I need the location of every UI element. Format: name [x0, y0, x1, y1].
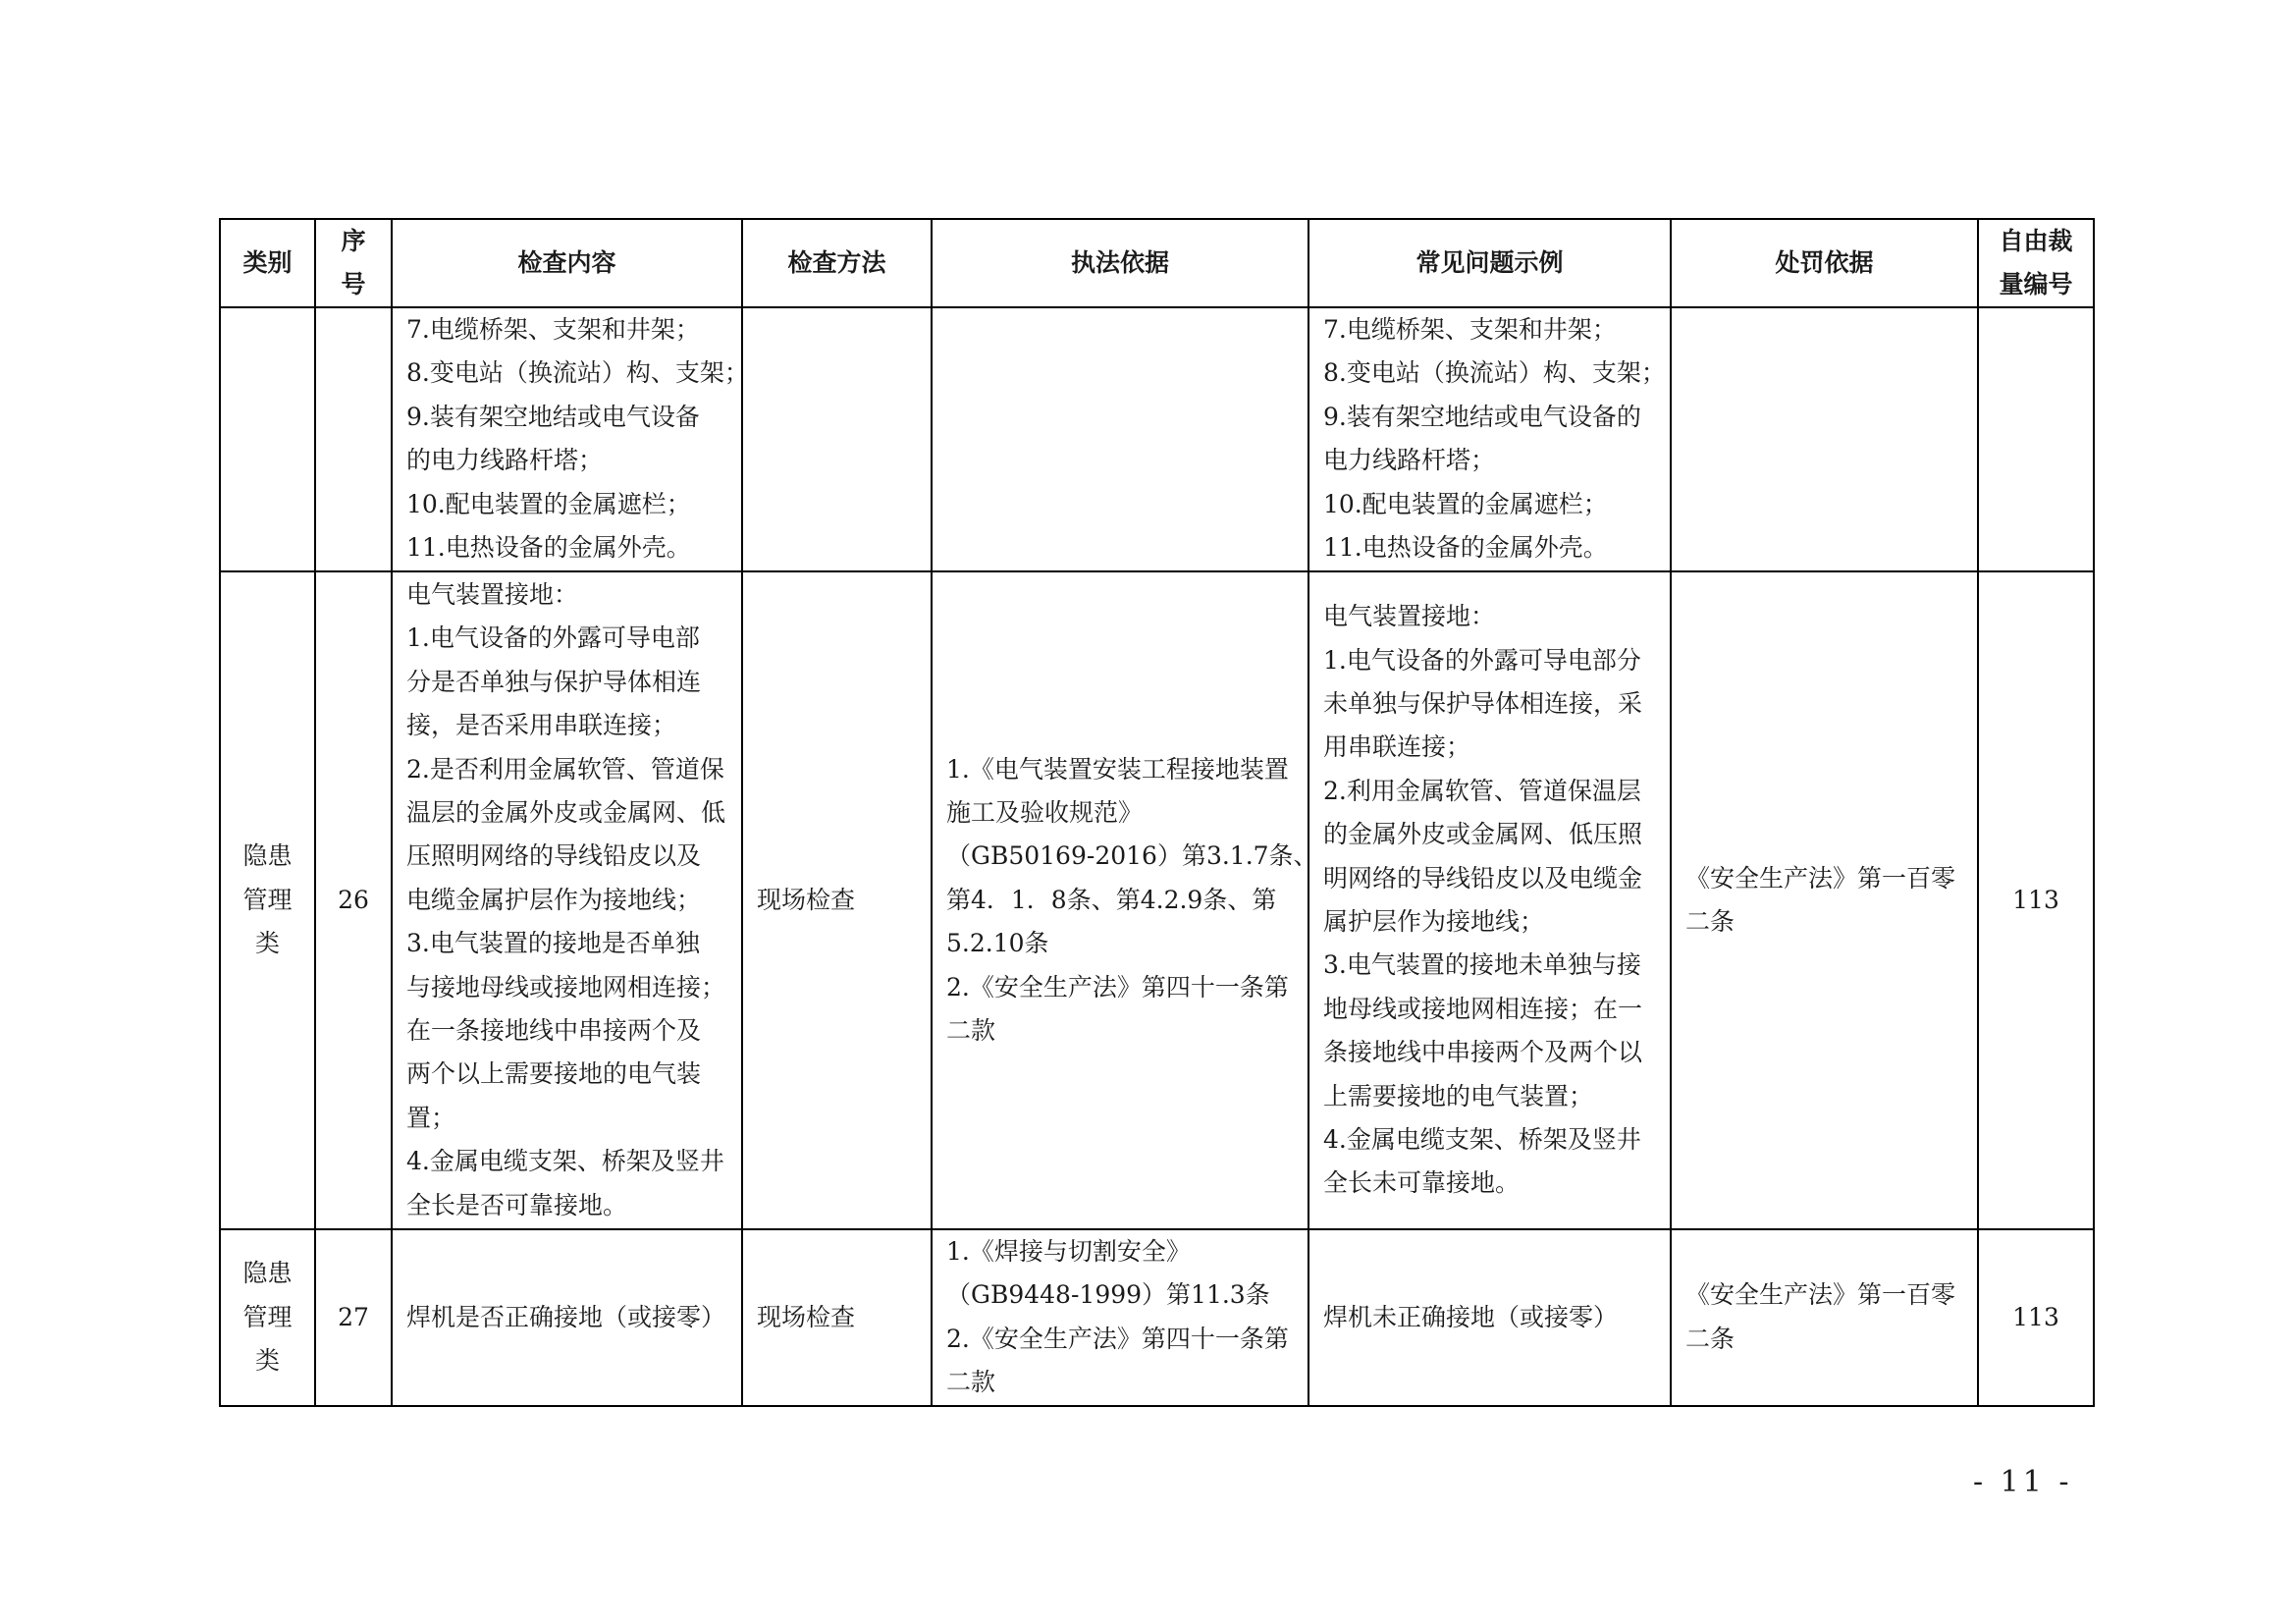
row-method	[742, 307, 932, 571]
text-line: 2.《安全生产法》第四十一条第	[946, 1324, 1289, 1353]
text-line: 1.电气设备的外露可导电部	[406, 623, 700, 653]
text-line: 温层的金属外皮或金属网、低	[406, 797, 726, 827]
text-line: 分是否单独与保护导体相连	[406, 667, 702, 696]
text-line: 的电力线路杆塔；	[406, 446, 604, 475]
text-line: 1.《焊接与切割安全》	[946, 1237, 1191, 1266]
row-seq: 27	[315, 1229, 392, 1406]
text-line: 管理	[242, 885, 293, 914]
row-content	[392, 307, 749, 571]
text-line: 电气装置接地：	[406, 579, 579, 609]
row-example	[1308, 307, 1671, 571]
text-line: （GB9448-1999）第11.3条	[946, 1280, 1270, 1310]
row-penalty	[1671, 571, 1978, 1229]
text-line: 《安全生产法》第一百零	[1685, 1280, 1956, 1310]
text-line: 类	[254, 929, 280, 958]
text-line: 1.电气设备的外露可导电部分	[1323, 645, 1641, 675]
text-line: 1.《电气装置安装工程接地装置	[946, 754, 1289, 784]
row-discretion: 113	[1978, 1229, 2094, 1406]
cell-text	[1323, 1296, 1662, 1339]
cell-text	[743, 242, 931, 285]
text-line: 上需要接地的电气装置；	[1323, 1081, 1594, 1110]
cell-text	[946, 748, 1318, 1054]
text-line: 常见问题示例	[1415, 248, 1564, 277]
row-seq	[315, 307, 392, 571]
row-discretion	[1978, 307, 2094, 571]
text-line: 施工及验收规范》	[946, 797, 1144, 827]
text-line: 二条	[1685, 907, 1735, 936]
text-line: 类	[254, 1346, 280, 1376]
text-line: 11.电热设备的金属外壳。	[406, 533, 691, 563]
cell-text	[1672, 242, 1977, 285]
cell-text	[946, 1230, 1300, 1405]
text-line: 自由裁	[1999, 227, 2073, 255]
row-penalty	[1671, 307, 1978, 571]
row-discretion: 113	[1978, 571, 2094, 1229]
table-row	[220, 307, 2094, 571]
header-row	[220, 219, 2094, 307]
header-category	[220, 219, 315, 307]
row-example	[1308, 571, 1671, 1229]
text-line: 属护层作为接地线；	[1323, 907, 1545, 936]
text-line: 在一条接地线中串接两个及	[406, 1016, 702, 1046]
cell-text	[393, 242, 741, 285]
text-line: 7.电缆桥架、支架和井架；	[406, 315, 700, 344]
text-line: 9.装有架空地结或电气设备	[406, 402, 700, 431]
text-line: 隐患	[242, 1259, 293, 1288]
text-line: 9.装有架空地结或电气设备的	[1323, 402, 1641, 431]
cell-text	[406, 308, 749, 569]
row-category	[220, 307, 315, 571]
cell-text	[1309, 242, 1670, 285]
row-basis	[932, 571, 1318, 1229]
header-seq	[315, 219, 392, 307]
row-basis	[932, 307, 1308, 571]
text-line: 压照明网络的导线铅皮以及	[406, 841, 702, 871]
text-line: 8.变电站（换流站）构、支架；	[406, 358, 749, 388]
text-line: 二条	[1685, 1324, 1735, 1353]
row-method: 现场检查	[742, 1229, 932, 1406]
header-content	[392, 219, 742, 307]
cell-text	[933, 242, 1308, 285]
cell-text	[221, 242, 314, 285]
text-line: 3.电气装置的接地是否单独	[406, 929, 700, 958]
text-line: 全长是否可靠接地。	[406, 1190, 628, 1219]
header-method	[742, 219, 932, 307]
page-number: - 11 -	[1973, 1465, 2073, 1499]
text-line: 11.电热设备的金属外壳。	[1323, 533, 1608, 563]
text-line: 管理	[242, 1302, 293, 1331]
text-line: 焊机未正确接地（或接零）	[1323, 1302, 1619, 1331]
header-example	[1308, 219, 1671, 307]
text-line: （GB50169-2016）第3.1.7条、	[946, 841, 1318, 871]
text-line: 2.利用金属软管、管道保温层	[1323, 776, 1641, 805]
text-line: 10.配电装置的金属遮栏；	[406, 489, 691, 518]
row-content	[392, 571, 742, 1229]
text-line: 量编号	[1999, 270, 2073, 298]
text-line: 3.电气装置的接地未单独与接	[1323, 950, 1641, 980]
text-line: 《安全生产法》第一百零	[1685, 863, 1956, 893]
row-seq: 26	[315, 571, 392, 1229]
cell-text	[1685, 857, 1969, 945]
text-line: 5.2.10条	[946, 929, 1049, 958]
text-line: 二款	[946, 1016, 996, 1046]
text-line: 处罚依据	[1775, 248, 1874, 277]
text-line: 执法依据	[1070, 248, 1169, 277]
text-line: 二款	[946, 1368, 996, 1397]
text-line: 焊机是否正确接地（或接零）	[406, 1302, 726, 1331]
text-line: 电缆金属护层作为接地线；	[406, 885, 702, 914]
text-line: 隐患	[242, 841, 293, 871]
text-line: 置；	[406, 1103, 456, 1132]
text-line: 8.变电站（换流站）构、支架；	[1323, 358, 1666, 388]
text-line: 未单独与保护导体相连接，采	[1323, 688, 1643, 718]
text-line: 7.电缆桥架、支架和井架；	[1323, 315, 1617, 344]
row-category	[220, 1229, 315, 1406]
text-line: 条接地线中串接两个及两个以	[1323, 1038, 1643, 1067]
cell-text	[406, 573, 733, 1227]
row-content	[392, 1229, 742, 1406]
cell-text	[1323, 595, 1662, 1206]
cell-text	[406, 1296, 733, 1339]
row-basis	[932, 1229, 1308, 1406]
text-line: 地母线或接地网相连接；在一	[1323, 994, 1643, 1023]
text-line: 两个以上需要接地的电气装	[406, 1059, 702, 1089]
text-line: 10.配电装置的金属遮栏；	[1323, 489, 1608, 518]
row-method: 现场检查	[742, 571, 932, 1229]
text-line: 序	[341, 227, 366, 255]
text-line: 用串联连接；	[1323, 732, 1471, 762]
cell-text	[1979, 220, 2093, 306]
text-line: 电气装置接地：	[1323, 602, 1496, 631]
text-line: 2.是否利用金属软管、管道保	[406, 754, 724, 784]
text-line: 明网络的导线铅皮以及电缆金	[1323, 863, 1643, 893]
cell-text	[1323, 308, 1666, 569]
text-line: 的金属外皮或金属网、低压照	[1323, 820, 1643, 849]
text-line: 第4．1．8条、第4.2.9条、第	[946, 885, 1277, 914]
text-line: 号	[341, 270, 366, 298]
cell-text	[1685, 1273, 1969, 1361]
table-row	[220, 1229, 2094, 1406]
text-line: 检查内容	[517, 248, 616, 277]
cell-text	[316, 220, 391, 306]
table-row	[220, 571, 2094, 1229]
row-category	[220, 571, 315, 1229]
row-penalty	[1671, 1229, 1978, 1406]
text-line: 与接地母线或接地网相连接；	[406, 972, 726, 1001]
inspection-table	[219, 218, 2095, 1407]
text-line: 检查方法	[787, 248, 886, 277]
cell-text	[221, 1252, 314, 1382]
text-line: 类别	[242, 248, 293, 277]
header-penalty	[1671, 219, 1978, 307]
text-line: 全长未可靠接地。	[1323, 1168, 1521, 1198]
text-line: 2.《安全生产法》第四十一条第	[946, 972, 1289, 1001]
text-line: 4.金属电缆支架、桥架及竖井	[1323, 1125, 1641, 1155]
header-basis	[932, 219, 1308, 307]
text-line: 4.金属电缆支架、桥架及竖井	[406, 1147, 724, 1176]
header-discretion	[1978, 219, 2094, 307]
cell-text	[221, 835, 314, 965]
row-example	[1308, 1229, 1671, 1406]
text-line: 接，是否采用串联连接；	[406, 711, 677, 740]
text-line: 电力线路杆塔；	[1323, 446, 1496, 475]
